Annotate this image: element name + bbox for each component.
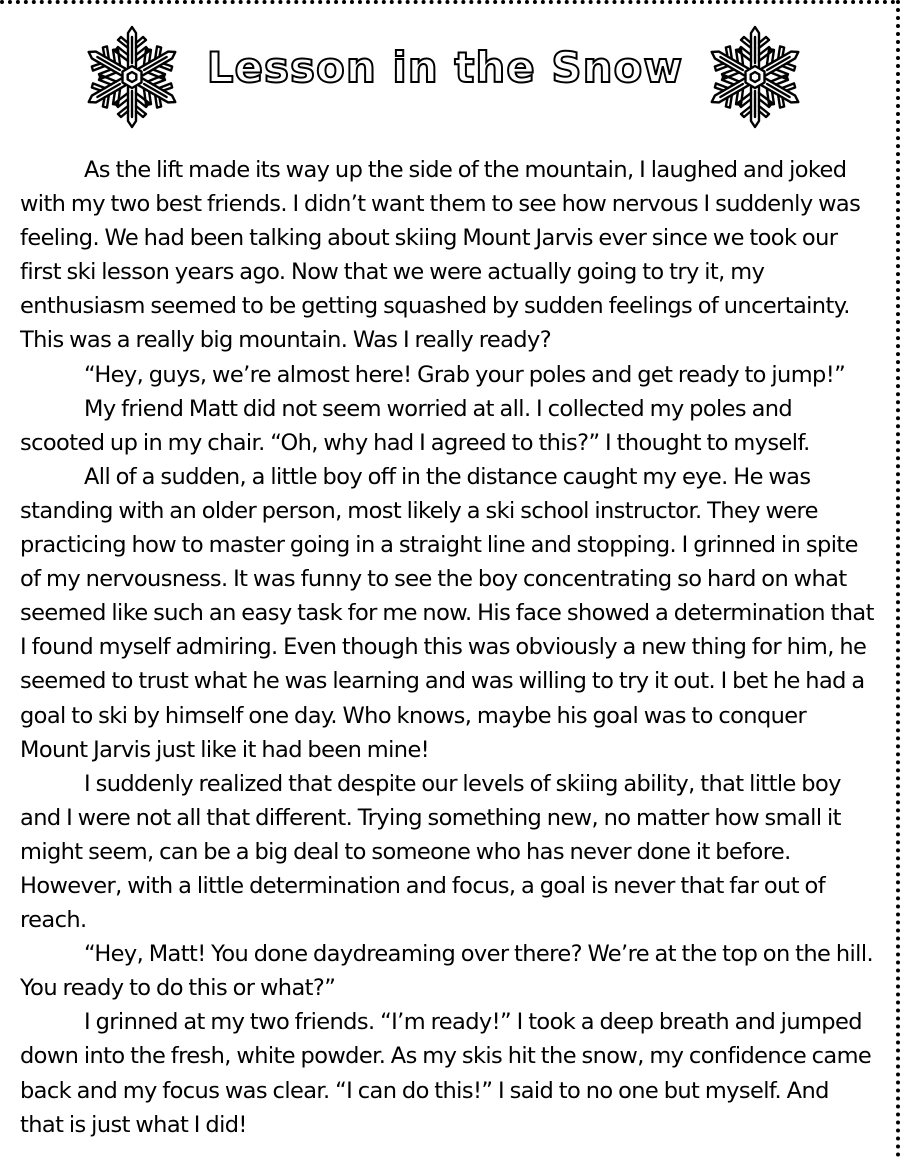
- story-paragraph: As the lift made its way up the side of the mountain, I laughed and joked with my two best friends. I didn’t want them to see how nervous I suddenly was feeling. We had been talking about skiing Mount Jarvis ever since we took our first ski lesson years ago. Now that we were actually going to try it, my enthusiasm seemed to be getting squashed by sudden feelings of uncertainty. This was a really big mountain. Was I really ready?: [20, 157, 861, 354]
- snowflake-icon: [77, 22, 187, 132]
- story-paragraph: I grinned at my two friends. “I’m ready!” I took a deep breath and jumped down into the fresh, white powder. As my skis hit the snow, my confidence came back and my focus was clear. “I can do this!” I said to no one but myself. And that is just what I did!: [20, 1009, 872, 1138]
- page-title: Lesson in the Snow: [206, 43, 684, 92]
- page-border-right: [896, 0, 900, 1158]
- snowflake-icon: [700, 22, 810, 132]
- header: [0, 0, 893, 150]
- story-paragraph: I suddenly realized that despite our levels of skiing ability, that little boy and I were not all that different. Trying something new, no matter how small it might seem, can be a big deal to someone who has never done it before. However, with a little determination and focus, a goal is never that far out of reach.: [20, 770, 841, 934]
- story-paragraph: “Hey, guys, we’re almost here! Grab your poles and get ready to jump!”: [84, 361, 846, 388]
- story-body: [20, 153, 875, 1142]
- story-paragraph: My friend Matt did not seem worried at all. I collected my poles and scooted up in my chair. “Oh, why had I agreed to this?” I thought to myself.: [20, 395, 810, 456]
- story-paragraph: “Hey, Matt! You done daydreaming over there? We’re at the top on the hill. You ready to do this or what?”: [20, 941, 874, 1002]
- story-paragraph: All of a sudden, a little boy off in the distance caught my eye. He was standing with an older person, most likely a ski school instructor. They were practicing how to master going in a straight line and stopping. I grinned in spite of my nervousness. It was funny to see the boy concentrating so hard on what seemed like such an easy task for me now. His face showed a determination that I found myself admiring. Even though this was obviously a new thing for him, he seemed to trust what he was learning and was willing to try it out. I bet he had a goal to ski by himself one day. Who knows, maybe his goal was to conquer Mount Jarvis just like it had been mine!: [20, 463, 874, 763]
